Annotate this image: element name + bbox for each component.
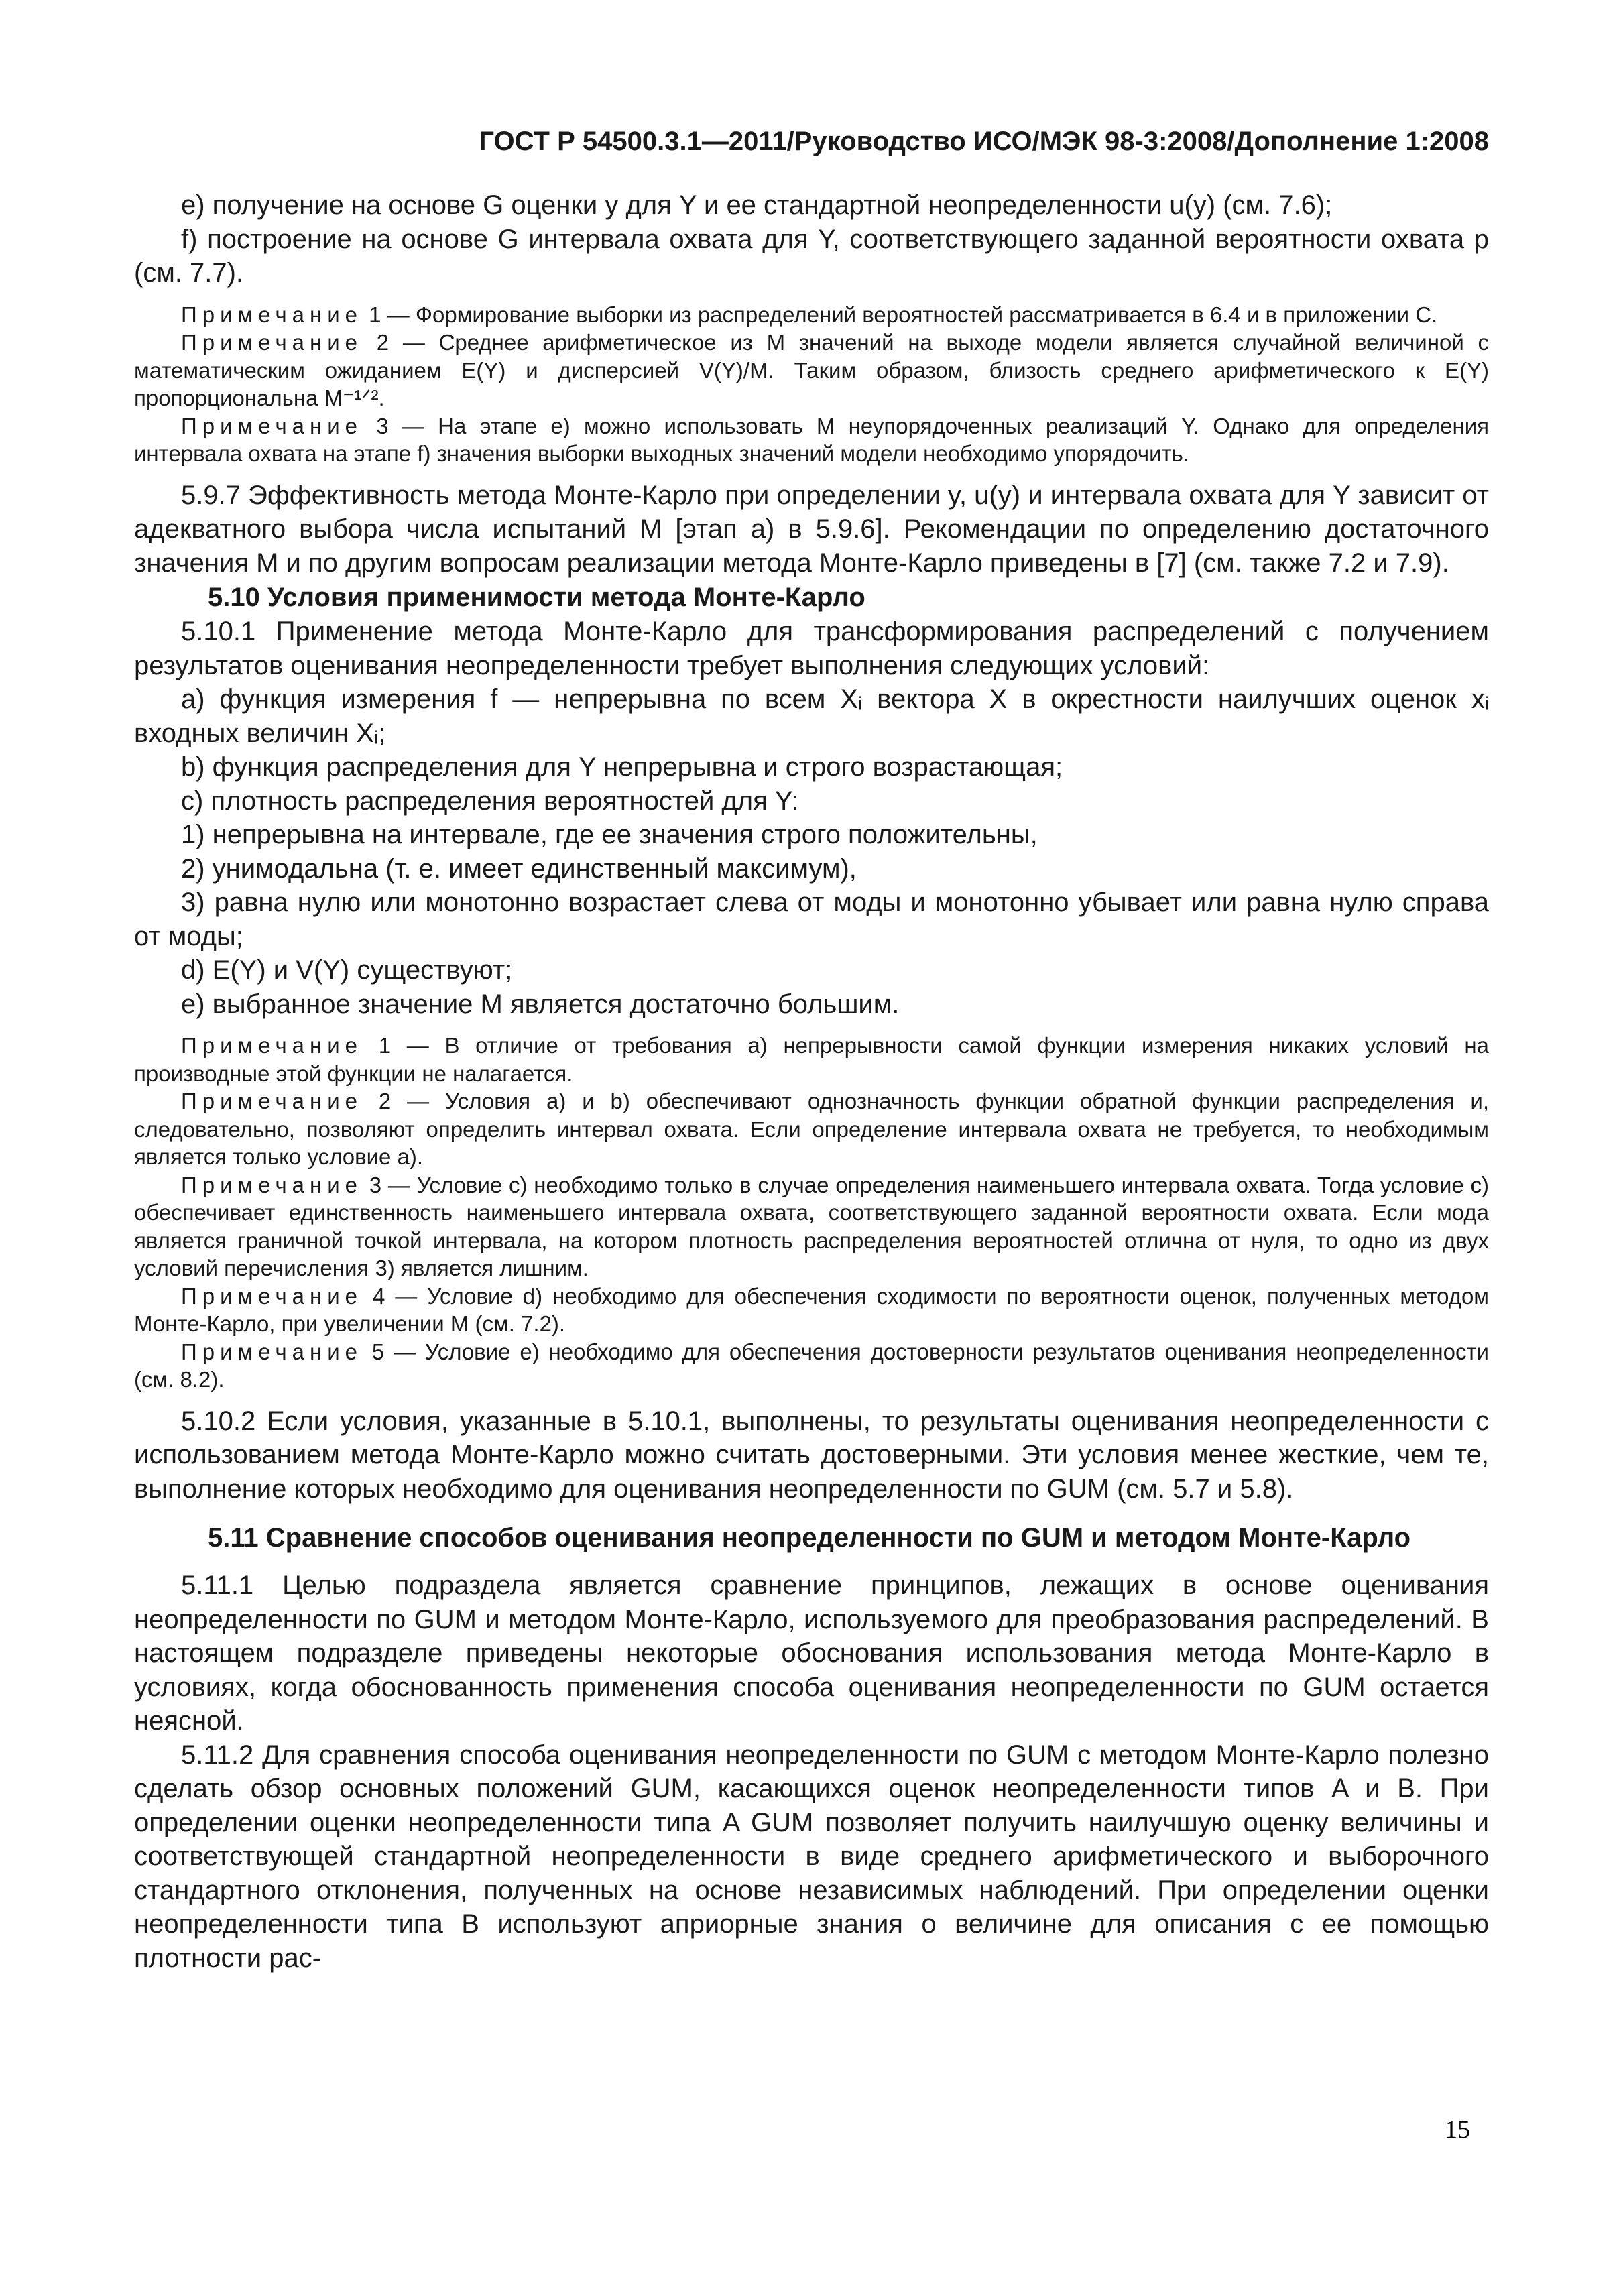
note-text: 3 — Условие c) необходимо только в случае определения наименьшего интервала охвата. Тогда условие c) обеспечивает единственность наименьшего интервала охвата, соответствующего заданной вероятности охвата. Если мода является граничной точкой интервала, на котором плотность распределения вероятностей отлична от нуля, то одно из двух условий перечисления 3) является лишним.: [134, 1172, 1489, 1280]
note-label: Примечание: [181, 1089, 363, 1113]
note-label: Примечание: [181, 302, 363, 327]
page-number: 15: [1445, 2116, 1470, 2144]
notes-group-1: [134, 301, 1489, 468]
condition-item: a) функция измерения f — непрерывна по всем Xᵢ вектора X в окрестности наилучших оценок xᵢ входных величин Xᵢ;: [134, 684, 1489, 748]
note-item: [134, 1171, 1489, 1282]
note-item: [134, 412, 1489, 468]
note-item: [134, 1282, 1489, 1338]
note-label: Примечание: [181, 1283, 363, 1309]
condition-item: c) плотность распределения вероятностей для Y:: [181, 786, 799, 816]
note-item: [134, 1087, 1489, 1171]
paragraph-5-11-1: 5.11.1 Целью подраздела является сравнение принципов, лежащих в основе оценивания неопределенности по GUM и методом Монте-Карло, используемого для преобразования распределений. В настоящем подразделе приведены некоторые обоснования использования метода Монте-Карло в условиях, когда обоснованность применения способа оценивания неопределенности по GUM остается неясной.: [134, 1571, 1489, 1736]
note-text: 4 — Условие d) необходимо для обеспечения сходимости по вероятности оценок, полученных методом Монте-Карло, при увеличении M (см. 7.2).: [134, 1283, 1489, 1336]
section-heading-5-11: 5.11 Сравнение способов оценивания неопределенности по GUM и методом Монте-Карло: [208, 1523, 1411, 1553]
note-text: 5 — Условие e) необходимо для обеспечения достоверности результатов оценивания неопределенности (см. 8.2).: [134, 1339, 1489, 1392]
condition-item: b) функция распределения для Y непрерывна и строго возрастающая;: [181, 752, 1063, 782]
condition-item: d) E(Y) и V(Y) существуют;: [181, 955, 513, 985]
section-heading-5-10: 5.10 Условия применимости метода Монте-Карло: [208, 583, 865, 612]
note-item: [134, 328, 1489, 412]
notes-group-2: [134, 1032, 1489, 1394]
condition-item: e) выбранное значение M является достаточно большим.: [181, 989, 900, 1019]
note-label: Примечание: [181, 1033, 363, 1058]
note-item: [134, 1338, 1489, 1394]
paragraph-5-10-1: 5.10.1 Применение метода Монте-Карло для трансформирования распределений с получением результатов оценивания неопределенности требует выполнения следующих условий:: [134, 617, 1489, 680]
note-text: 1 — Формирование выборки из распределений вероятностей рассматривается в 6.4 и в приложении С.: [363, 302, 1438, 327]
paragraph-5-11-2: 5.11.2 Для сравнения способа оценивания неопределенности по GUM с методом Монте-Карло полезно сделать обзор основных положений GUM, касающихся оценок неопределенности типов A и B. При определении оценки неопределенности типа A GUM позволяет получить наилучшую оценку величины и соответствующей стандартной неопределенности в виде среднего арифметического и выборочного стандартного отклонения, полученных на основе независимых наблюдений. При определении оценки неопределенности типа B используют априорные знания о величине для описания с ее помощью плотности рас-: [134, 1740, 1490, 1973]
condition-item: 2) унимодальна (т. е. имеет единственный максимум),: [181, 853, 857, 884]
paragraph-5-9-7: 5.9.7 Эффективность метода Монте-Карло при определении y, u(y) и интервала охвата для Y зависит от адекватного выбора числа испытаний M [этап a) в 5.9.6]. Рекомендации по определению достаточного значения M и по другим вопросам реализации метода Монте-Карло приведены в [7] (см. также 7.2 и 7.9).: [134, 480, 1489, 578]
note-text: 1 — В отличие от требования a) непрерывности самой функции измерения никаких условий на производные этой функции не налагается.: [134, 1033, 1489, 1086]
paragraph-step-e: e) получение на основе G оценки y для Y и ее стандартной неопределенности u(y) (см. 7.6);: [181, 190, 1333, 220]
note-label: Примечание: [181, 1172, 363, 1197]
note-label: Примечание: [181, 413, 363, 438]
note-item: [134, 1032, 1489, 1087]
note-text: 2 — Условия a) и b) обеспечивают однозначность функции обратной функции распределения и, следовательно, позволяют определить интервал охвата. Если определение интервала охвата не требуется, то необходимым является только условие a).: [134, 1089, 1489, 1169]
note-label: Примечание: [181, 330, 363, 355]
note-text: 2 — Среднее арифметическое из M значений на выходе модели является случайной величиной с математическим ожиданием E(Y) и дисперсией V(Y)/M. Таким образом, близость среднего арифметического к E(Y) пропорциональна M⁻¹ᐟ².: [134, 330, 1489, 410]
condition-item: 3) равна нулю или монотонно возрастает слева от моды и монотонно убывает или равна нулю справа от моды;: [134, 888, 1489, 951]
note-label: Примечание: [181, 1339, 363, 1364]
paragraph-step-f: f) построение на основе G интервала охвата для Y, соответствующего заданной вероятности охвата p (см. 7.7).: [134, 224, 1489, 288]
note-item: [134, 301, 1489, 329]
note-text: 3 — На этапе e) можно использовать M неупорядоченных реализаций Y. Однако для определения интервала охвата на этапе f) значения выборки выходных значений модели необходимо упорядочить.: [134, 413, 1489, 466]
paragraph-5-10-2: 5.10.2 Если условия, указанные в 5.10.1, выполнены, то результаты оценивания неопределенности с использованием метода Монте-Карло можно считать достоверными. Эти условия менее жесткие, чем те, выполнение которых необходимо для оценивания неопределенности по GUM (см. 5.7 и 5.8).: [134, 1406, 1489, 1504]
document-header: ГОСТ Р 54500.3.1—2011/Руководство ИСО/МЭК 98-3:2008/Дополнение 1:2008: [479, 127, 1489, 156]
condition-item: 1) непрерывна на интервале, где ее значения строго положительны,: [181, 820, 1038, 849]
